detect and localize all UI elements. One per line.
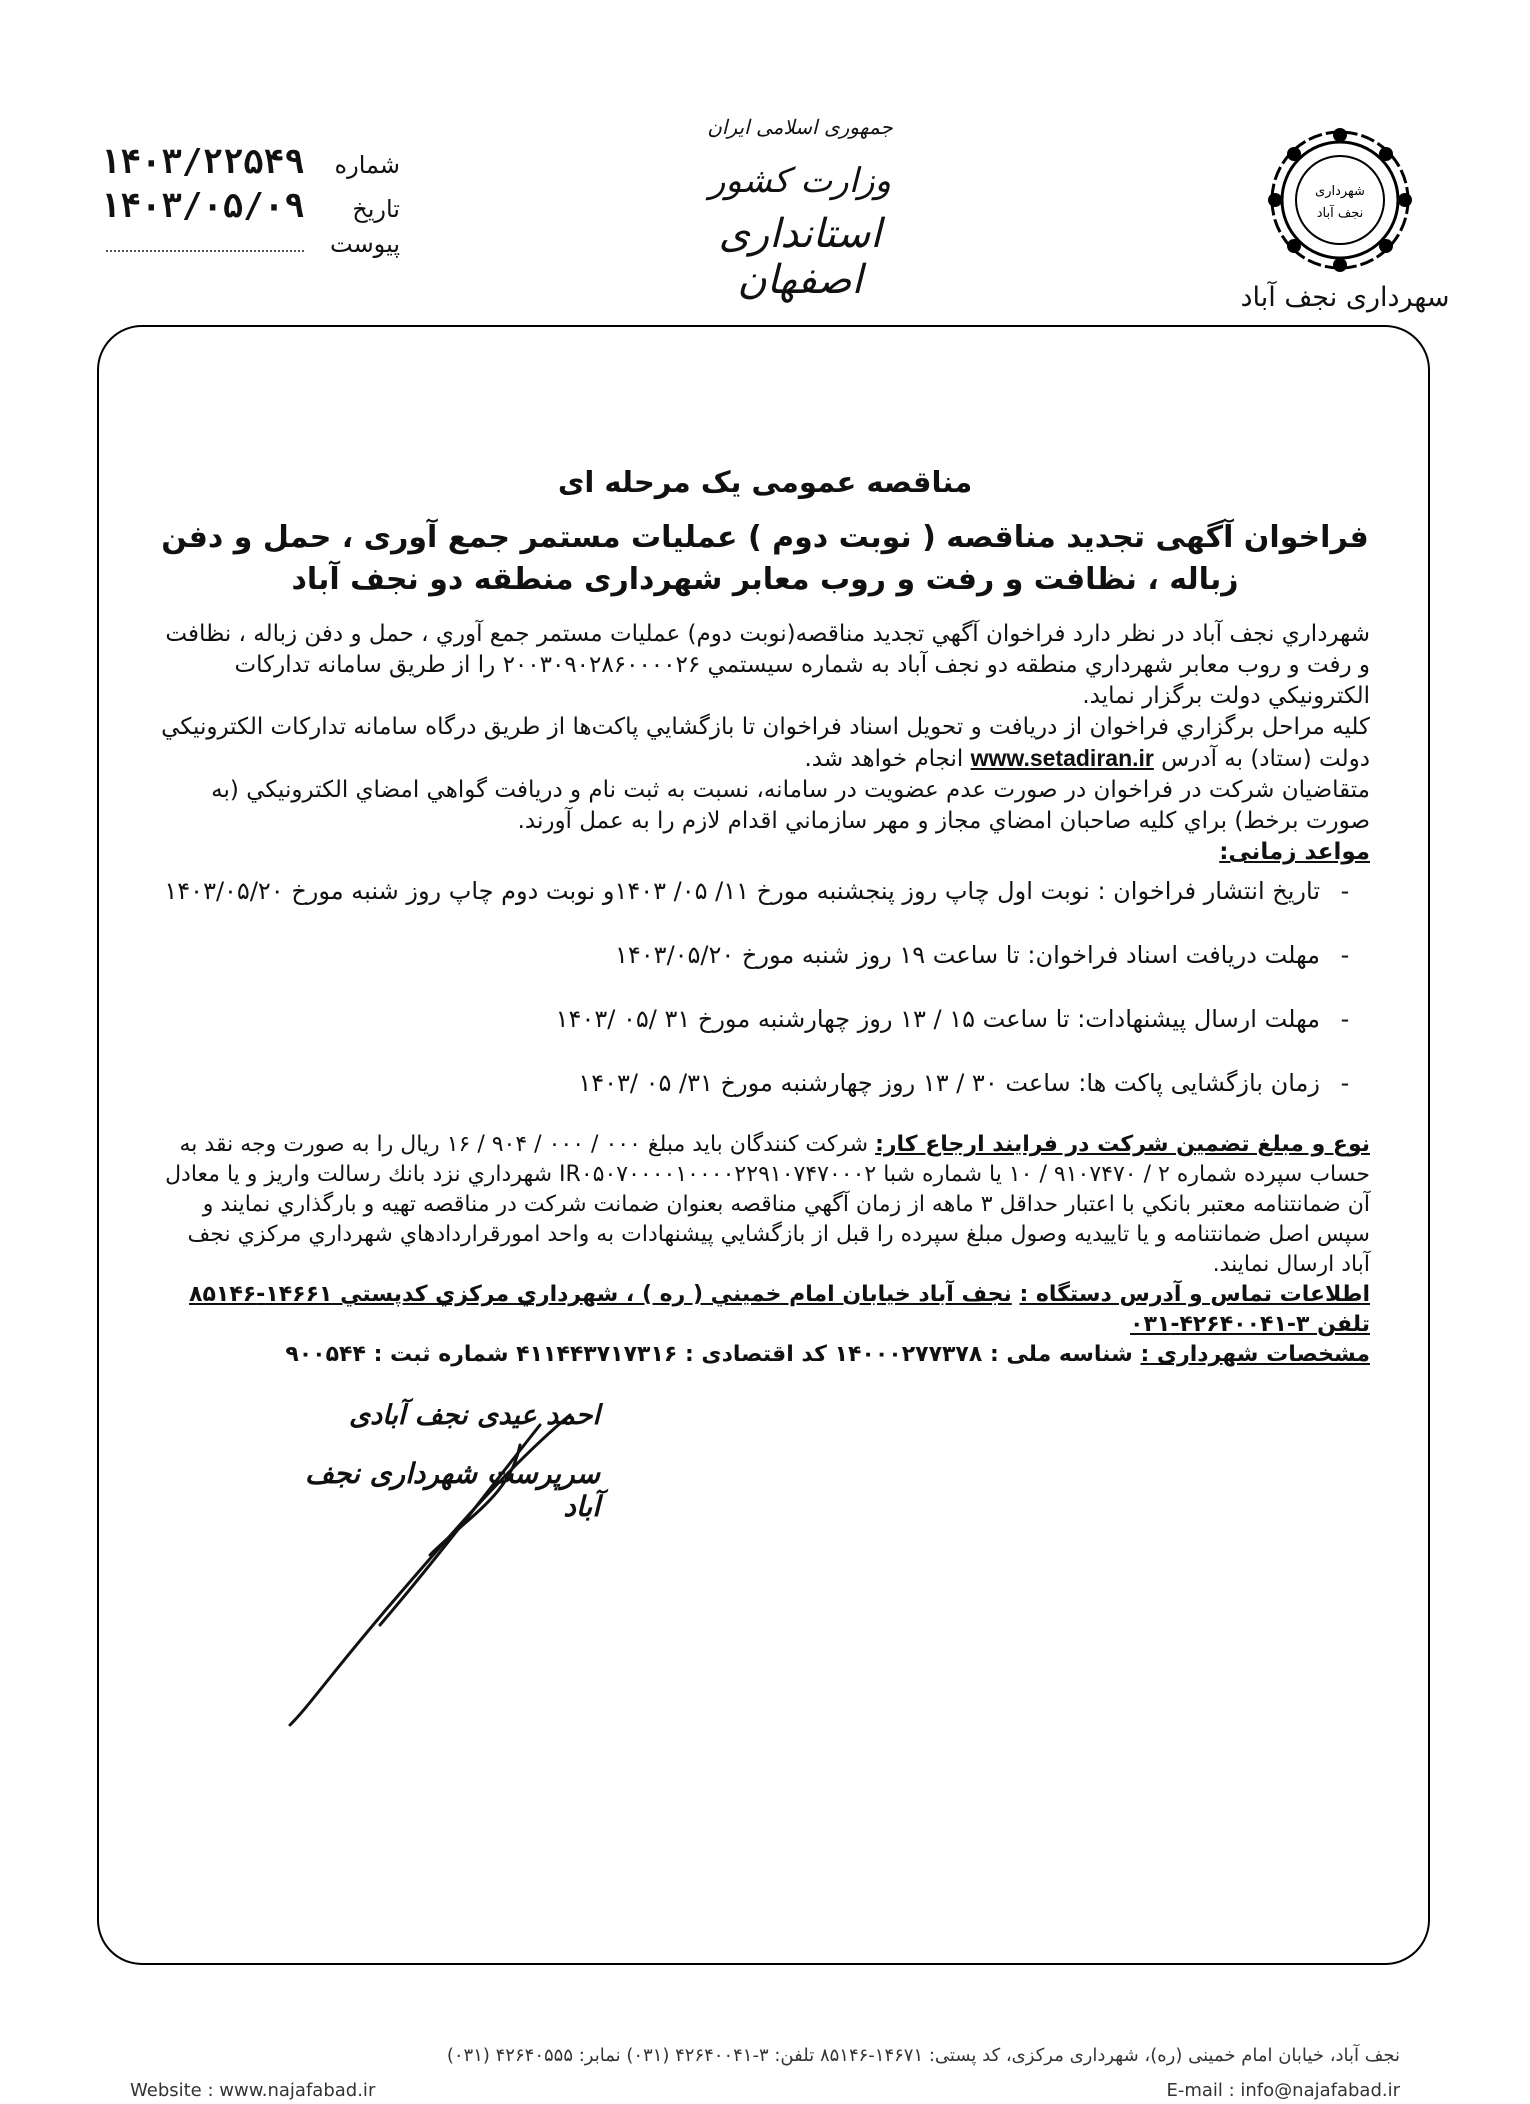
letter-footer <box>130 2045 1400 2101</box>
notice-title: مناقصه عمومی یک مرحله ای <box>557 465 973 499</box>
attachment-label: پیوست <box>330 230 400 258</box>
paragraph-process <box>160 712 1370 775</box>
notice-subtitle: فراخوان آگهی تجدید مناقصه ( نوبت دوم ) عملیات مستمر جمع آوری ، حمل و دفن زباله ، نظافت و رفت و روب معابر شهرداری منطقه دو نجف آباد <box>161 520 1369 597</box>
list-item: - مهلت ارسال پیشنهادات: تا ساعت ۱۵ / ۱۳ روز چهارشنبه مورخ ۳۱ /۰۵ /۱۴۰۳ <box>555 1005 1350 1033</box>
setadiran-link[interactable]: www.setadiran.ir <box>970 745 1154 771</box>
number-row <box>100 142 400 186</box>
list-item: - مهلت دریافت اسناد فراخوان: تا ساعت ۱۹ روز شنبه مورخ ۱۴۰۳/۰۵/۲۰ <box>615 941 1350 969</box>
number-label: شماره <box>334 151 400 179</box>
date-label: تاریخ <box>352 195 400 223</box>
paragraph-specs <box>160 1340 1370 1370</box>
governorate-title: استانداری اصفهان <box>718 211 882 303</box>
number-value: ۱۴۰۳/۲۲۵۴۹ <box>100 142 305 182</box>
signatory-name: احمد عیدی نجف آبادی <box>348 1400 600 1431</box>
date-value: ۱۴۰۳/۰۵/۰۹ <box>100 186 305 226</box>
tender-notice <box>160 465 1370 1370</box>
emblem-caption: سهرداری نجف آباد <box>1240 282 1450 313</box>
date-row <box>100 186 400 230</box>
republic-title: جمهوری اسلامی ایران <box>707 115 893 139</box>
guarantee-text: شركت كنندگان بايد مبلغ ۰۰۰ / ۰۰۰ / ۹۰۴ / ۱۶ ريال را به صورت وجه نقد به حساب سپرده شماره ۲ / ۹۱۰۷۴۷۰ / ۱۰ يا شماره شبا IR۰۵۰۷۰۰۰۰۱۰۰۰۰۲۲۹۱۰۷۴۷۰۰۰۲ شهرداري نزد بانك رسالت واريز و يا معادل آن ضمانتنامه معتبر بانكي با اعتبار حداقل ۳ ماهه از زمان آگهي مناقصه بعنوان ضمانت شركت در مناقصه تهيه و بارگذاري نمايند و سپس اصل ضمانتنامه و يا تاييديه وصول مبلغ سپرده را قبل از بازگشايي پيشنهادات به واحد امورقراردادهاي شهرداري مركزي نجف آباد ارسال نمايند. <box>165 1132 1370 1277</box>
paragraph-registration: متقاضيان شركت در فراخوان در صورت عدم عضويت در سامانه، نسبت به ثبت نام و دريافت گواهي امضاي الكترونيكي (به صورت برخط) براي كليه صاحبان امضاي مجاز و مهر سازماني اقدام لازم را به عمل آورند. <box>211 777 1370 834</box>
emblem-icon <box>1265 125 1415 275</box>
guarantee-label: نوع و مبلغ تضمين شركت در فرايند ارجاع كار: <box>875 1132 1370 1157</box>
deadlines-heading: مواعد زمانی: <box>1219 839 1370 865</box>
contact-text: نجف آباد خيابان امام خميني ( ره ) ، شهرداري مركزي كدپستي ۱۴۶۶۱-۸۵۱۴۶ تلفن ۳-۴۲۶۴۰۰۴۱-۰۳۱ <box>189 1282 1370 1337</box>
ministry-title: وزارت کشور <box>708 161 892 201</box>
footer-website[interactable]: Website : www.najafabad.ir <box>130 2080 376 2101</box>
footer-address: نجف آباد، خیابان امام خمینی (ره)، شهرداری مرکزی، کد پستی: ۱۴۶۷۱-۸۵۱۴۶ تلفن: ۳-۴۲۶۴۰۰۴۱ (۰۳۱) نمابر: ۴۲۶۴۰۵۵۵ (۰۳۱) <box>446 2045 1400 2066</box>
deadlines-list <box>160 874 1370 1100</box>
emblem-line-2: نجف آباد <box>1316 206 1364 221</box>
paragraph-guarantee <box>160 1130 1370 1280</box>
paragraph-intro: شهرداري نجف آباد در نظر دارد فراخوان آگهي تجديد مناقصه(نوبت دوم) عمليات مستمر جمع آوري ، حمل و دفن زباله ، نظافت و رفت و روب معابر شهرداري منطقه دو نجف آباد به شماره سيستمي ۲۰۰۳۰۹۰۲۸۶۰۰۰۰۲۶ را از طريق سامانه تداركات الكترونيكي دولت برگزار نمايد. <box>165 621 1370 709</box>
letter-meta <box>100 142 400 274</box>
list-item: - زمان بازگشایی پاکت ها: ساعت ۳۰ / ۱۳ روز چهارشنبه مورخ ۳۱/ ۰۵ /۱۴۰۳ <box>578 1069 1350 1097</box>
attachment-dotted-line <box>106 230 304 252</box>
process-text: كليه مراحل برگزاري فراخوان از دريافت و تحويل اسناد فراخوان تا بازگشايي پاكت‌ها از طريق درگاه سامانه تداركات الكترونيكي دولت (ستاد) به آدرس <box>161 714 1370 772</box>
process-text-end: انجام خواهد شد. <box>804 746 964 772</box>
signature-block <box>280 1400 600 1523</box>
specs-text: شناسه ملی : ۱۴۰۰۰۲۷۷۳۷۸ کد اقتصادی : ۴۱۱۴۴۳۷۱۷۳۱۶ شماره ثبت : ۹۰۰۵۴۴ <box>285 1342 1133 1367</box>
attachment-row <box>100 230 400 274</box>
municipality-emblem <box>1265 125 1415 275</box>
letterhead-center <box>650 115 950 303</box>
signatory-title: سرپرست شهرداری نجف آباد <box>305 1457 600 1523</box>
paragraph-contact <box>160 1280 1370 1340</box>
footer-email[interactable]: E-mail : info@najafabad.ir <box>1166 2080 1400 2101</box>
list-item: - تاریخ انتشار فراخوان : نوبت اول چاپ روز پنجشنبه مورخ ۱۱/ ۰۵/ ۱۴۰۳و نوبت دوم چاپ روز شنبه مورخ ۱۴۰۳/۰۵/۲۰ <box>164 877 1350 905</box>
emblem-line-1: شهرداری <box>1315 184 1365 199</box>
contact-label: اطلاعات تماس و آدرس دستگاه : <box>1019 1282 1370 1307</box>
specs-label: مشخصات شهرداری : <box>1140 1342 1370 1367</box>
